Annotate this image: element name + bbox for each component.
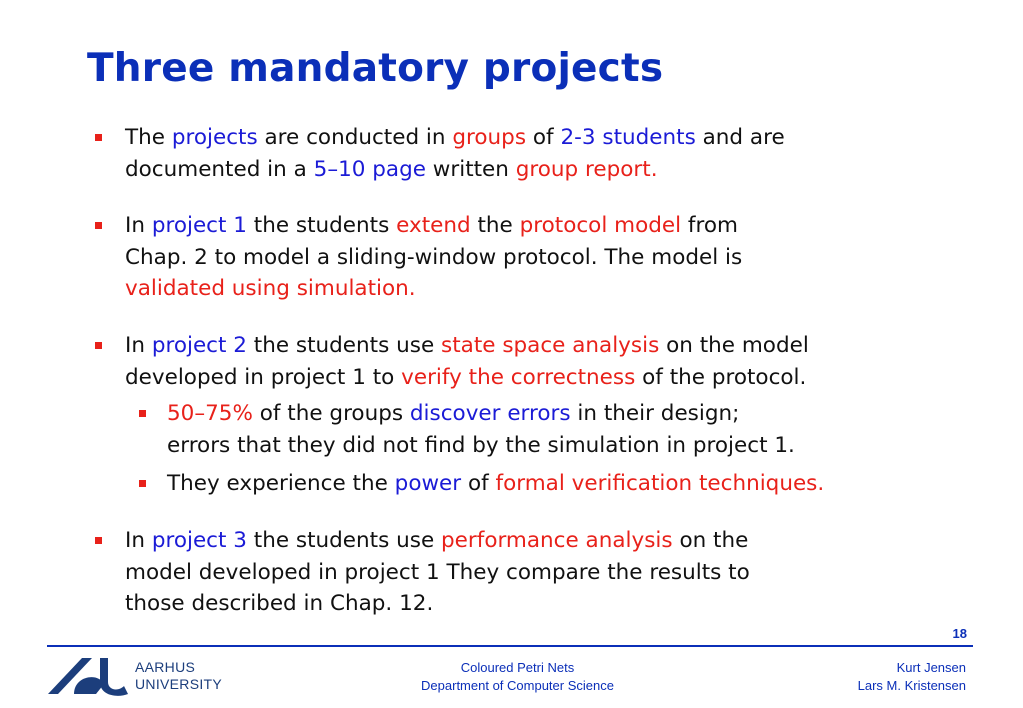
bullet-line: documented in a 5–10 page written group report. xyxy=(125,156,658,182)
bullet-line: 50–75% of the groups discover errors in their design; xyxy=(167,401,740,426)
author-name: Lars M. Kristensen xyxy=(857,678,966,693)
bullet-line: The projects are conducted in groups of 2-3 students and are xyxy=(125,125,785,150)
university-name xyxy=(135,659,222,693)
bullet-line: In project 2 the students use state space analysis on the model xyxy=(125,333,809,358)
course-title: Coloured Petri Nets xyxy=(460,660,575,675)
bullet-marker xyxy=(95,222,102,229)
bullet-marker xyxy=(95,342,102,349)
bullet-line: those described in Chap. 12. xyxy=(125,591,434,616)
university-line: AARHUS xyxy=(135,659,196,675)
bullet-project-2 xyxy=(125,330,985,393)
bullet-line: developed in project 1 to verify the correctness of the protocol. xyxy=(125,364,807,390)
bullet-marker xyxy=(95,134,102,141)
page-number: 18 xyxy=(952,626,967,641)
authors xyxy=(858,659,966,695)
department: Department of Computer Science xyxy=(421,678,614,693)
bullet-line: They experience the power of formal verification techniques. xyxy=(167,471,825,496)
course-info xyxy=(380,659,655,695)
sub-bullet-discover-errors xyxy=(167,398,987,461)
footer-divider xyxy=(47,645,973,647)
sub-bullet-formal-verification xyxy=(167,468,987,500)
university-line: UNIVERSITY xyxy=(135,676,223,692)
bullet-marker xyxy=(95,537,102,544)
bullet-line: errors that they did not find by the simulation in project 1. xyxy=(167,432,795,458)
bullet-line: Chap. 2 to model a sliding-window protocol. The model is xyxy=(125,244,743,270)
bullet-line: model developed in project 1 They compare the results to xyxy=(125,559,750,585)
bullet-line: validated using simulation. xyxy=(125,276,416,301)
bullet-line: In project 1 the students extend the protocol model from xyxy=(125,213,738,238)
bullet-project-1 xyxy=(125,210,985,305)
bullet-project-3 xyxy=(125,525,985,620)
aarhus-logo-icon xyxy=(48,658,128,700)
slide-title: Three mandatory projects xyxy=(87,46,664,91)
sub-bullet-marker xyxy=(139,410,146,417)
sub-bullet-marker xyxy=(139,480,146,487)
bullet-projects-overview xyxy=(125,122,985,185)
author-name: Kurt Jensen xyxy=(896,660,966,675)
bullet-line: In project 3 the students use performance analysis on the xyxy=(125,528,749,553)
